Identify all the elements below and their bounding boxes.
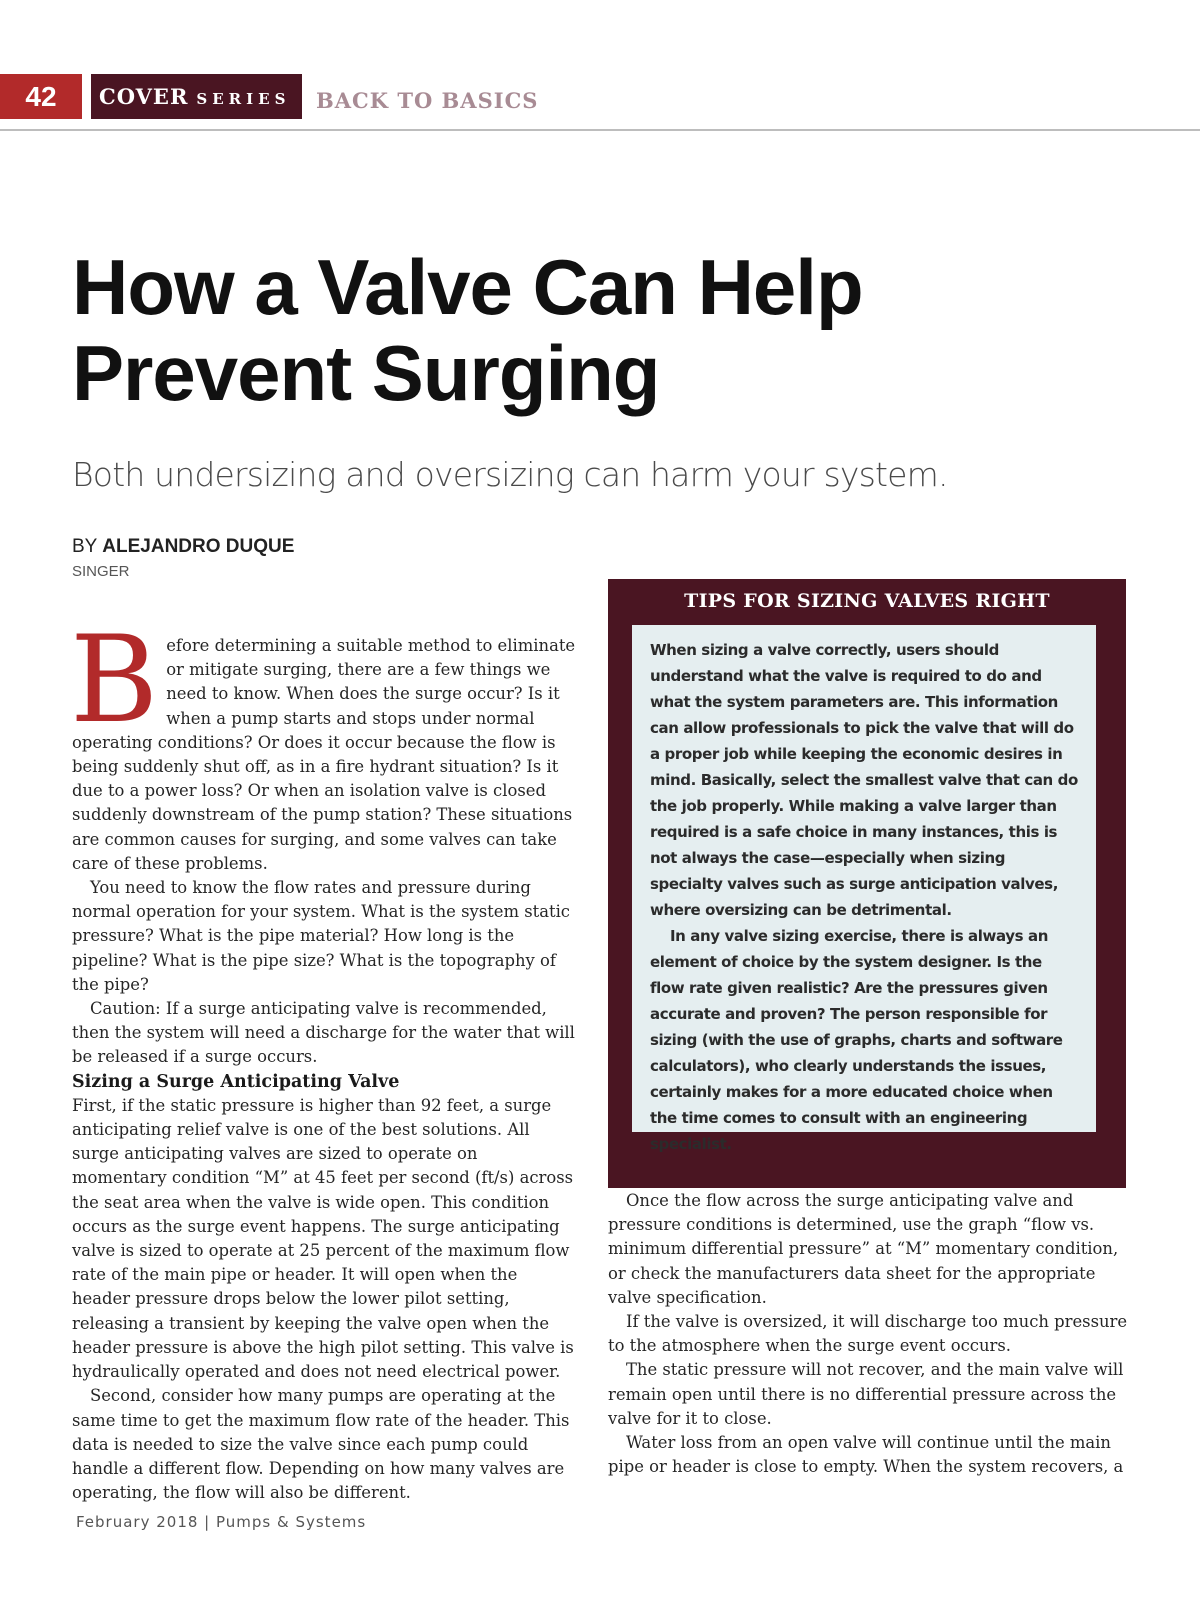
sidebar-title: TIPS FOR SIZING VALVES RIGHT — [684, 590, 1050, 612]
author-name: ALEJANDRO DUQUE — [102, 536, 295, 557]
page-number: 42 — [0, 74, 82, 119]
sidebar-content — [632, 625, 1096, 1153]
header-divider — [0, 129, 1200, 131]
intro-paragraph — [70, 611, 577, 876]
article-subtitle: Both undersizing and oversizing can harm your system. — [72, 455, 948, 494]
article-title: How a Valve Can Help Prevent Surging — [72, 243, 863, 417]
tips-sidebar — [608, 579, 1126, 1188]
caution-paragraph: Caution: If a surge anticipating valve is recommended, then the system will need a discharge for the water that will be released if a surge occurs. — [72, 999, 575, 1067]
series-word: SERIES — [196, 90, 291, 108]
byline — [72, 536, 294, 558]
cover-word: COVER — [99, 84, 189, 109]
intro-text: efore determining a suitable method to eliminate or mitigate surging, there are a few things we need to know. When does the surge occur? Is it when a pump starts and stops under normal operating conditions? Or does it occur because the flow is being suddenly shut off, as in a fire hydrant situation? Is it due to a power loss? Or when an isolation valve is closed suddenly downstream of the pump station? These situations are common causes for surging, and some valves can take care of these problems. — [72, 636, 576, 873]
section-subhead: Sizing a Surge Anticipating Valve — [72, 1071, 400, 1092]
cover-series-badge — [91, 74, 302, 119]
body-paragraph: If the valve is oversized, it will discharge too much pressure to the atmosphere when the surge event occurs. — [608, 1312, 1128, 1356]
sidebar-paragraph: In any valve sizing exercise, there is always an element of choice by the system designer. Is the flow rate given realistic? Are the pressures given accurate and proven? The person responsible for sizing (with the use of graphs, charts and software calculators), who clearly understands the issues, certainly makes for a more educated choice when the time comes to consult with an engineering specialist. — [650, 927, 1063, 1153]
page-footer: February 2018 | Pumps & Systems — [76, 1513, 367, 1531]
section-label: BACK TO BASICS — [316, 88, 539, 113]
body-paragraph: The static pressure will not recover, and the main valve will remain open until there is no differential pressure across the valve for it to close. — [608, 1360, 1124, 1428]
body-paragraph: Second, consider how many pumps are operating at the same time to get the maximum flow rate of the header. This data is needed to size the valve since each pump could handle a different flow. Depending on how many valves are operating, the flow will also be different. — [72, 1386, 570, 1503]
drop-cap: B — [70, 611, 159, 750]
left-column — [70, 611, 577, 1505]
sidebar-paragraph: When sizing a valve correctly, users should understand what the valve is required to do and what the system parameters are. This information can allow professionals to pick the valve that will do a proper job while keeping the economic desires in mind. Basically, select the smallest valve that can do the job properly. While making a valve larger than required is a safe choice in many instances, this is not always the case—especially when sizing specialty valves such as surge anticipation valves, where oversizing can be detrimental. — [650, 641, 1078, 919]
right-column — [608, 1189, 1132, 1479]
body-paragraph: First, if the static pressure is higher than 92 feet, a surge anticipating relief valve is one of the best solutions. All surge anticipating valves are sized to operate on momentary condition “M” at 45 feet per second (ft/s) across the seat area when the valve is wide open. This condition occurs as the surge event happens. The surge anticipating valve is sized to operate at 25 percent of the maximum flow rate of the main pipe or header. It will open when the header pressure drops below the lower pilot setting, releasing a transient by keeping the valve open when the header pressure is above the high pilot setting. This valve is hydraulically operated and does not need electrical power. — [72, 1095, 574, 1382]
body-paragraph: You need to know the flow rates and pressure during normal operation for your system. What is the system static pressure? What is the pipe material? How long is the pipeline? What is the pipe size? What is the topography of the pipe? — [72, 878, 570, 994]
body-paragraph: Water loss from an open valve will continue until the main pipe or header is close to empty. When the system recovers, a — [608, 1433, 1124, 1477]
author-company: SINGER — [72, 563, 130, 580]
byline-prefix: BY — [72, 536, 103, 557]
body-paragraph: Once the flow across the surge anticipating valve and pressure conditions is determined, use the graph “flow vs. minimum differential pressure” at “M” momentary condition, or check the manufacturers data sheet for the appropriate valve specification. — [608, 1191, 1119, 1307]
